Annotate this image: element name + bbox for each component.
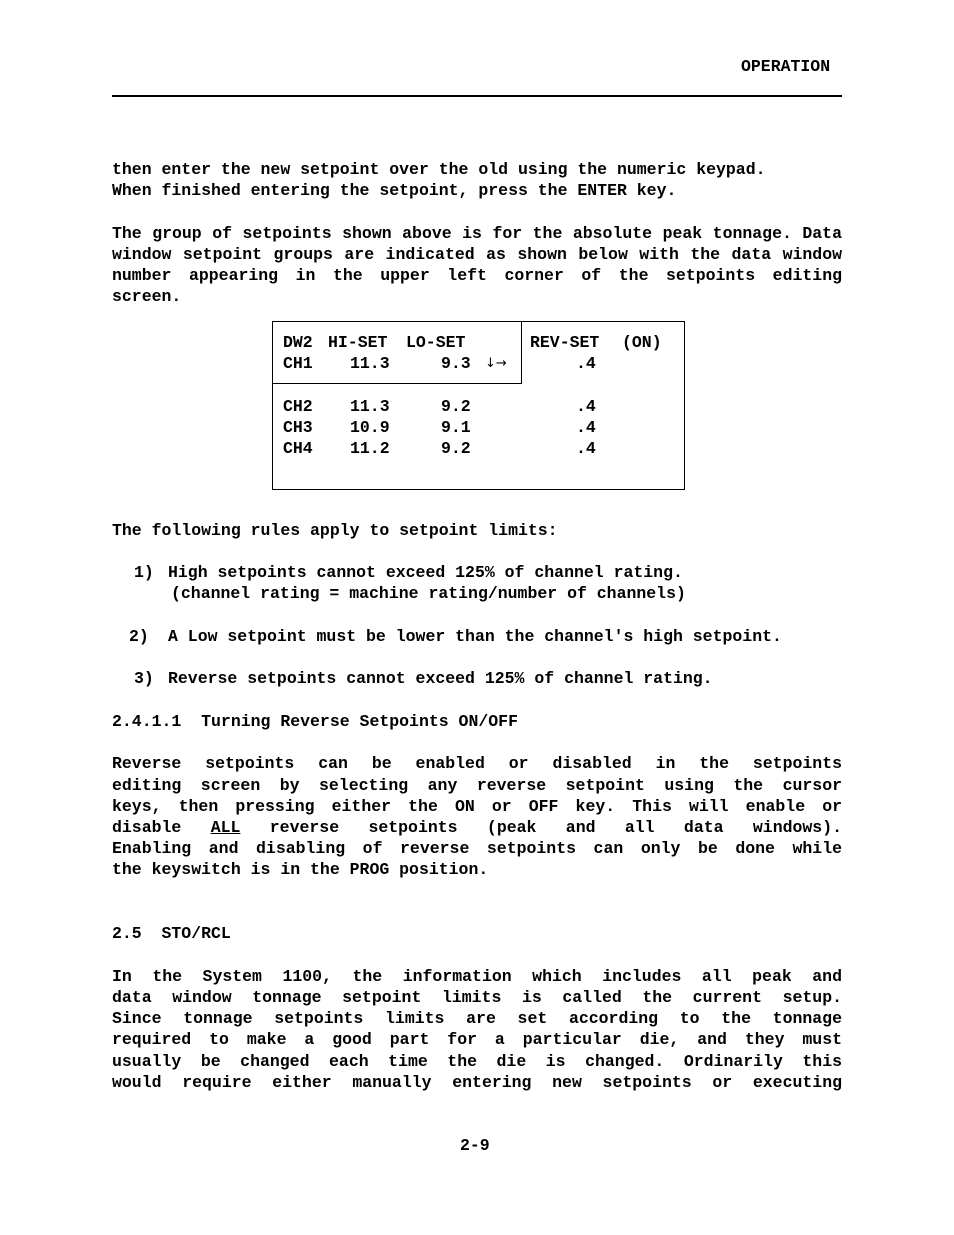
paragraph-line: Since tonnage setpoints limits are set according to the tonnage (112, 1009, 842, 1028)
paragraph-line: When finished entering the setpoint, press the ENTER key. (112, 181, 677, 200)
row-rev-value: .4 (576, 397, 596, 416)
row-hi-value: 11.2 (350, 439, 390, 458)
paragraph-line: keys, then pressing either the ON or OFF key. This will enable or (112, 797, 842, 816)
paragraph-line: data window tonnage setpoint limits is called the current setup. (112, 988, 842, 1007)
row-channel: CH2 (283, 397, 313, 416)
row-lo-value: 9.2 (441, 397, 471, 416)
column-rev-set: REV-SET (530, 333, 600, 352)
row-hi-value: 11.3 (350, 397, 390, 416)
rule-text: High setpoints cannot exceed 125% of channel rating. (168, 563, 683, 582)
paragraph-line: usually be changed each time the die is changed. Ordinarily this (112, 1052, 842, 1071)
running-header: OPERATION (741, 57, 831, 76)
page-number: 2-9 (460, 1136, 490, 1155)
row-rev-value: .4 (576, 354, 596, 373)
rule-number: 1) (134, 563, 154, 582)
rule-number: 3) (134, 669, 154, 688)
rules-intro: The following rules apply to setpoint limits: (112, 521, 558, 540)
rule-text: Reverse setpoints cannot exceed 125% of channel rating. (168, 669, 713, 688)
paragraph-line: editing screen by selecting any reverse setpoint using the cursor (112, 776, 842, 795)
paragraph-setpoint-groups: The group of setpoints shown above is for the absolute peak tonnage. Data window setpoint groups are indicated as shown below with the data window number appearing in the upper left corner of the setpoints editing screen. (112, 224, 842, 306)
emphasis-all: ALL (210, 818, 241, 837)
row-hi-value: 11.3 (350, 354, 390, 373)
row-lo-value: 9.2 (441, 439, 471, 458)
text-fragment: disable (112, 818, 182, 837)
rule-text-note: (channel rating = machine rating/number of channels) (171, 584, 686, 603)
rule-number: 2) (129, 627, 149, 646)
column-hi-set: HI-SET (328, 333, 388, 352)
data-window-label: DW2 (283, 333, 313, 352)
row-hi-value: 10.9 (350, 418, 390, 437)
cursor-arrow-icon: ↓→ (485, 356, 507, 371)
row-rev-value: .4 (576, 439, 596, 458)
section-heading-2-4-1-1: 2.4.1.1 Turning Reverse Setpoints ON/OFF (112, 712, 518, 731)
paragraph-line: Enabling and disabling of reverse setpoints can only be done while (112, 839, 842, 858)
row-channel: CH3 (283, 418, 313, 437)
section-heading-2-5: 2.5 STO/RCL (112, 924, 231, 943)
row-channel: CH1 (283, 354, 313, 373)
paragraph-line-with-emphasis (112, 817, 842, 838)
row-lo-value: 9.3 (441, 354, 471, 373)
paragraph-line: then enter the new setpoint over the old using the numeric keypad. (112, 160, 766, 179)
rule-text: A Low setpoint must be lower than the channel's high setpoint. (168, 627, 782, 646)
row-lo-value: 9.1 (441, 418, 471, 437)
rev-state: (ON) (622, 333, 662, 352)
paragraph-line: required to make a good part for a particular die, and they must (112, 1030, 842, 1049)
column-lo-set: LO-SET (406, 333, 466, 352)
paragraph-line: the keyswitch is in the PROG position. (112, 860, 489, 879)
header-rule (112, 95, 842, 97)
paragraph-line: Reverse setpoints can be enabled or disabled in the setpoints (112, 754, 842, 773)
text-fragment: reverse setpoints (peak and all data windows). (269, 818, 843, 837)
row-channel: CH4 (283, 439, 313, 458)
paragraph-line: In the System 1100, the information which includes all peak and (112, 967, 842, 986)
row-rev-value: .4 (576, 418, 596, 437)
setpoints-editing-screen (272, 321, 685, 490)
paragraph-line: would require either manually entering new setpoints or executing (112, 1073, 842, 1092)
